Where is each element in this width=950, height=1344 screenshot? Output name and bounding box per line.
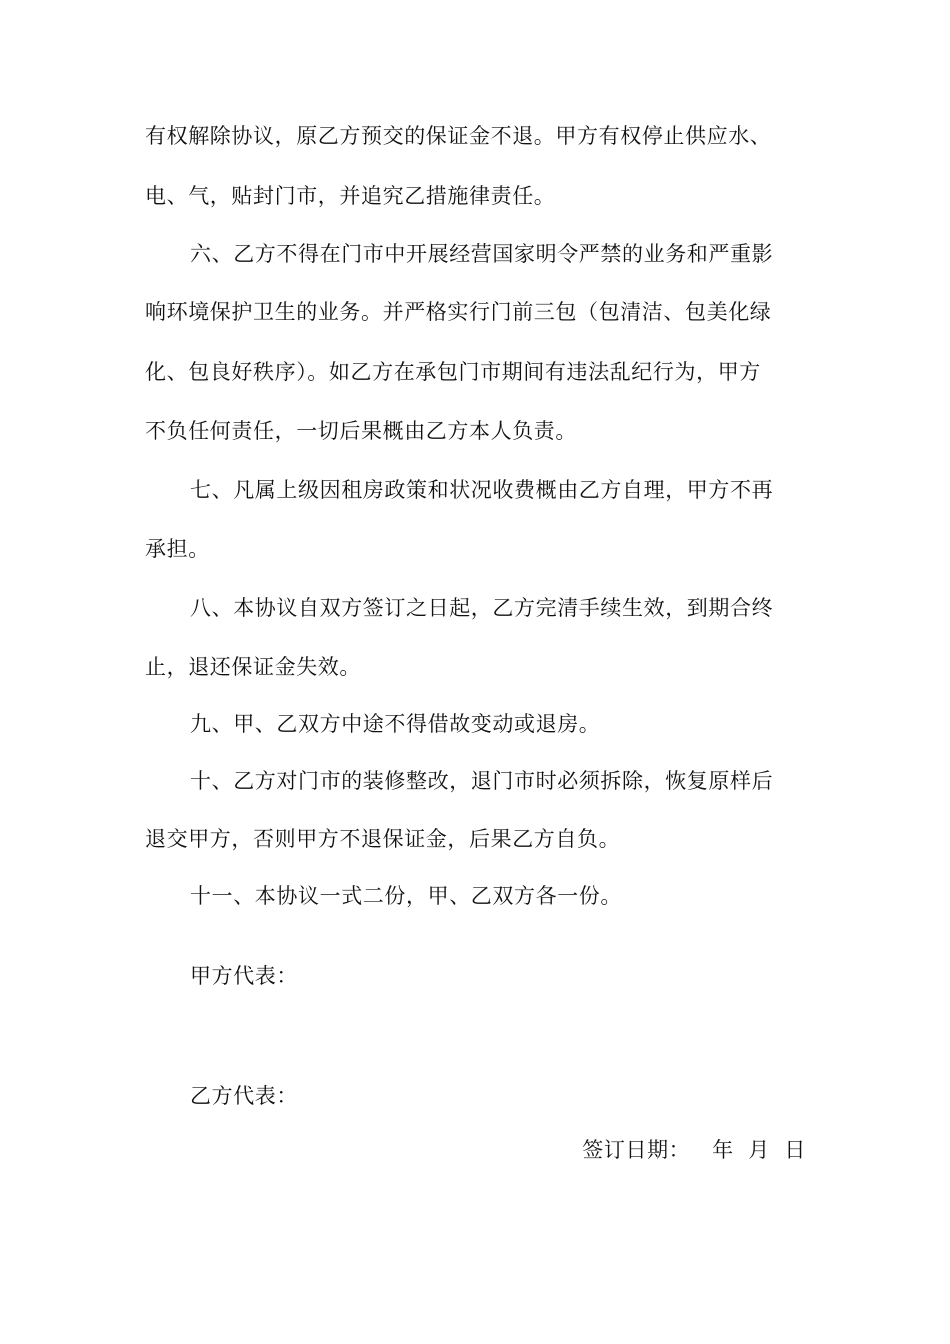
clause-eleven-line: 十一、本协议一式二份，甲、乙双方各一份。 [190, 884, 622, 908]
paragraph-line: 响环境保护卫生的业务。并严格实行门前三包（包清洁、包美化绿 [145, 300, 772, 324]
paragraph-line: 有权解除协议，原乙方预交的保证金不退。甲方有权停止供应水、 [145, 124, 772, 148]
paragraph-line: 止，退还保证金失效。 [145, 655, 361, 679]
clause-ten-line: 十、乙方对门市的装修整改，退门市时必须拆除，恢复原样后 [190, 769, 774, 793]
party-a-representative: 甲方代表： [190, 964, 298, 988]
paragraph-line: 电、气，贴封门市，并追究乙措施律责任。 [145, 184, 556, 208]
paragraph-line: 承担。 [145, 537, 210, 561]
paragraph-line: 退交甲方，否则甲方不退保证金，后果乙方自负。 [145, 827, 621, 851]
paragraph-line: 不负任何责任，一切后果概由乙方本人负责。 [145, 419, 577, 443]
paragraph-line: 化、包良好秩序）。如乙方在承包门市期间有违法乱纪行为，甲方 [145, 360, 761, 384]
party-b-representative: 乙方代表： [190, 1084, 298, 1108]
signing-date: 签订日期： 年 月 日 [582, 1138, 806, 1162]
clause-eight-line: 八、本协议自双方签订之日起，乙方完清手续生效，到期合终 [190, 596, 774, 620]
clause-nine-line: 九、甲、乙双方中途不得借故变动或退房。 [190, 712, 601, 736]
clause-six-line: 六、乙方不得在门市中开展经营国家明令严禁的业务和严重影 [190, 242, 774, 266]
clause-seven-line: 七、凡属上级因租房政策和状况收费概由乙方自理，甲方不再 [190, 478, 774, 502]
